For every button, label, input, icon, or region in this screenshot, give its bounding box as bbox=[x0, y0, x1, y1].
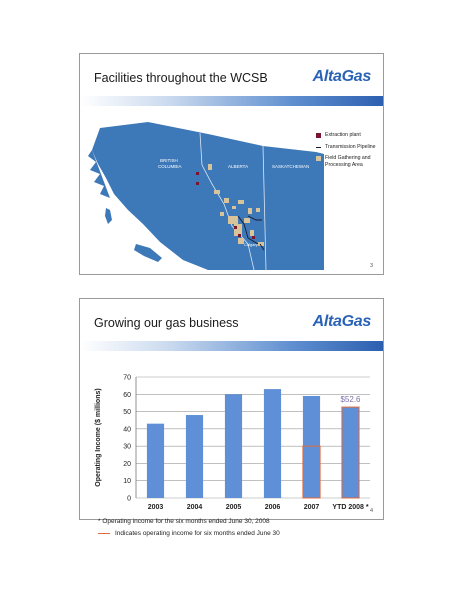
page-number: 4 bbox=[369, 508, 373, 514]
orange-line-swatch bbox=[98, 533, 110, 534]
legend-field-gathering bbox=[316, 155, 384, 168]
label-bc: COLUMBIA bbox=[158, 164, 182, 169]
footnote: * Operating income for the six months ended June 30, 2008 bbox=[98, 518, 270, 525]
bar bbox=[186, 415, 203, 498]
bar bbox=[225, 394, 242, 498]
x-tick-label: 2004 bbox=[186, 504, 203, 511]
legend-line-note bbox=[98, 530, 280, 537]
x-tick-label: YTD 2008 * bbox=[332, 504, 369, 511]
legend-label: Transmission Pipeline bbox=[325, 143, 376, 150]
slide-title: Growing our gas business bbox=[94, 316, 239, 330]
bar bbox=[147, 424, 164, 498]
slide-title: Facilities throughout the WCSB bbox=[94, 71, 268, 85]
header-band bbox=[80, 96, 383, 106]
slide-facilities bbox=[79, 53, 384, 275]
y-tick-label: 20 bbox=[123, 460, 131, 468]
map-landmass bbox=[92, 122, 324, 270]
label-calgary: Calgary bbox=[244, 242, 258, 247]
y-tick-label: 0 bbox=[127, 495, 131, 503]
label-alberta: ALBERTA bbox=[228, 164, 249, 169]
legend-label: Extraction plant bbox=[325, 132, 361, 138]
label-bc: BRITISH bbox=[160, 158, 178, 163]
y-tick-label: 60 bbox=[123, 391, 131, 399]
y-tick-label: 30 bbox=[123, 443, 131, 451]
legend-line-label: Indicates operating income for six months ended June 30 bbox=[115, 530, 280, 537]
y-tick-label: 10 bbox=[123, 478, 131, 486]
legend-swatch bbox=[316, 147, 321, 148]
altagas-logo: AltaGas bbox=[312, 313, 371, 330]
bar bbox=[303, 396, 320, 498]
header-band bbox=[80, 341, 383, 351]
slide-growing-gas bbox=[79, 298, 384, 537]
y-tick-label: 50 bbox=[123, 409, 131, 417]
map-legend bbox=[316, 132, 384, 173]
legend-label: Field Gathering and Processing Area bbox=[325, 155, 371, 168]
altagas-logo: AltaGas bbox=[312, 68, 371, 85]
y-tick-label: 40 bbox=[123, 426, 131, 434]
legend-swatch bbox=[316, 133, 321, 138]
y-tick-label: 70 bbox=[123, 374, 131, 382]
legend-swatch bbox=[316, 156, 321, 161]
bar bbox=[342, 407, 359, 498]
island-vancouver bbox=[134, 244, 162, 262]
legend-transmission-pipeline bbox=[316, 144, 384, 151]
x-tick-label: 2006 bbox=[264, 504, 281, 511]
data-label: $52.6 bbox=[340, 395, 361, 405]
x-tick-label: 2005 bbox=[225, 504, 242, 511]
legend-extraction-plant bbox=[316, 132, 384, 139]
island-haida-gwaii bbox=[105, 208, 112, 224]
operating-income-chart bbox=[80, 355, 385, 521]
x-tick-label: 2007 bbox=[303, 504, 320, 511]
x-tick-label: 2003 bbox=[147, 504, 164, 511]
label-saskatchewan: SASKATCHEWAN bbox=[272, 164, 310, 169]
y-axis-label: Operating Income ($ millions) bbox=[95, 388, 102, 487]
bar bbox=[264, 389, 281, 498]
page-number: 3 bbox=[369, 263, 373, 269]
